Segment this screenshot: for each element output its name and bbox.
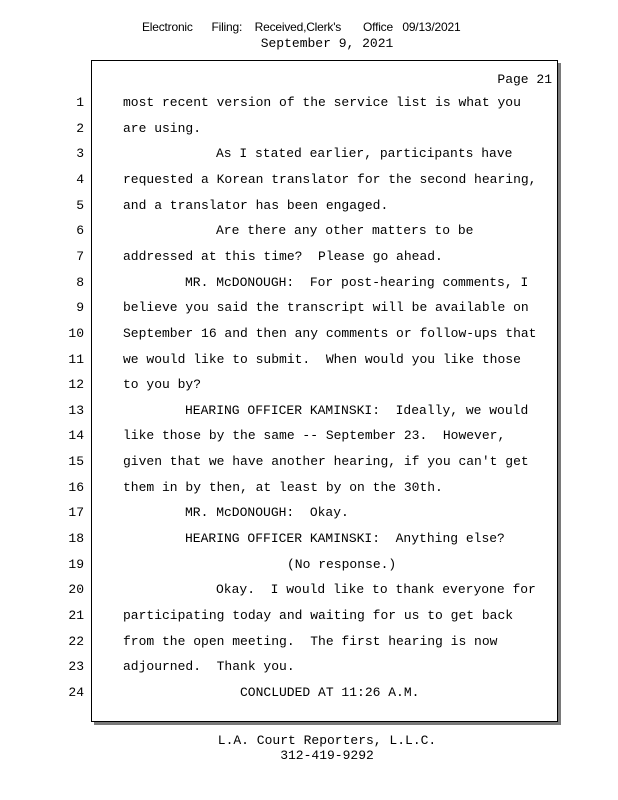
line-text: addressed at this time? Please go ahead. [123,248,443,264]
line-text: adjourned. Thank you. [123,659,295,675]
line-number: 17 [68,505,84,521]
transcript-line [0,247,618,267]
line-number: 9 [76,300,84,316]
line-text: given that we have another hearing, if you can't get [123,454,529,470]
line-number: 10 [68,325,84,341]
transcript-line [0,93,618,113]
footer-phone: 312-419-9292 [280,748,374,763]
transcript-line [0,606,618,626]
transcript-line [0,555,618,575]
header-date: September 9, 2021 [260,36,394,51]
line-text: MR. McDONOUGH: For post-hearing comments, I [185,274,529,290]
line-number: 22 [68,633,84,649]
transcript-line [0,426,618,446]
transcript-line [0,298,618,318]
transcript-line [0,452,618,472]
transcript-line [0,657,618,677]
transcript-line [0,632,618,652]
transcript-line [0,273,618,293]
transcript-line [0,529,618,549]
line-number: 15 [68,454,84,470]
line-text: Okay. I would like to thank everyone for [216,582,536,598]
line-text: Are there any other matters to be [216,223,474,239]
line-text: As I stated earlier, participants have [216,146,513,162]
footer-company: L.A. Court Reporters, L.L.C. [217,733,437,748]
line-number: 11 [68,351,84,367]
line-number: 14 [68,428,84,444]
transcript-line [0,324,618,344]
transcript-line [0,375,618,395]
line-number: 20 [68,582,84,598]
line-number: 6 [76,223,84,239]
transcript-line [0,196,618,216]
line-number: 19 [68,556,84,572]
line-text: participating today and waiting for us to get back [123,608,514,623]
transcript-line [0,119,618,139]
line-number: 1 [76,95,84,110]
transcript-line [0,350,618,370]
line-number: 18 [68,531,84,547]
line-number: 16 [68,479,84,495]
line-number: 23 [68,659,84,675]
line-text: requested a Korean translator for the second hearing, [123,171,537,187]
line-number: 21 [68,608,84,623]
transcript-line [0,170,618,190]
transcript-line [0,144,618,164]
page-number: Page 21 [497,72,552,87]
transcript-line [0,221,618,241]
line-text: like those by the same -- September 23. However, [123,428,506,444]
transcript-line [0,580,618,600]
footer [0,733,618,763]
transcript-line [0,478,618,498]
transcript-line [0,401,618,421]
transcript-line [0,503,618,523]
line-number: 8 [76,274,84,290]
line-text: to you by? [123,377,202,393]
line-number: 13 [68,402,84,418]
line-text: we would like to submit. When would you like those [123,351,521,367]
line-text: and a translator has been engaged. [123,197,389,213]
line-text: most recent version of the service list is what you [123,95,521,110]
line-number: 4 [76,171,84,187]
line-text: from the open meeting. The first hearing is now [123,633,498,649]
line-text: are using. [123,120,202,136]
line-text: September 16 and then any comments or follow-ups that [123,325,537,341]
line-number: 12 [68,377,84,393]
line-text: them in by then, at least by on the 30th. [123,479,443,495]
line-text: believe you said the transcript will be available on [123,300,529,316]
line-number: 5 [76,197,84,213]
line-text: (No response.) [287,556,397,572]
line-text: CONCLUDED AT 11:26 A.M. [240,684,420,700]
transcript-line [0,683,618,703]
line-number: 24 [68,684,84,700]
line-number: 2 [76,120,84,136]
line-text: MR. McDONOUGH: Okay. [185,505,349,521]
line-number: 3 [76,146,84,162]
line-text: HEARING OFFICER KAMINSKI: Ideally, we would [185,402,529,418]
line-number: 7 [76,248,84,264]
filing-stamp: Electronic Filing: Received,Clerk's Office 09/13/2021 [142,20,461,34]
line-text: HEARING OFFICER KAMINSKI: Anything else? [185,531,505,547]
